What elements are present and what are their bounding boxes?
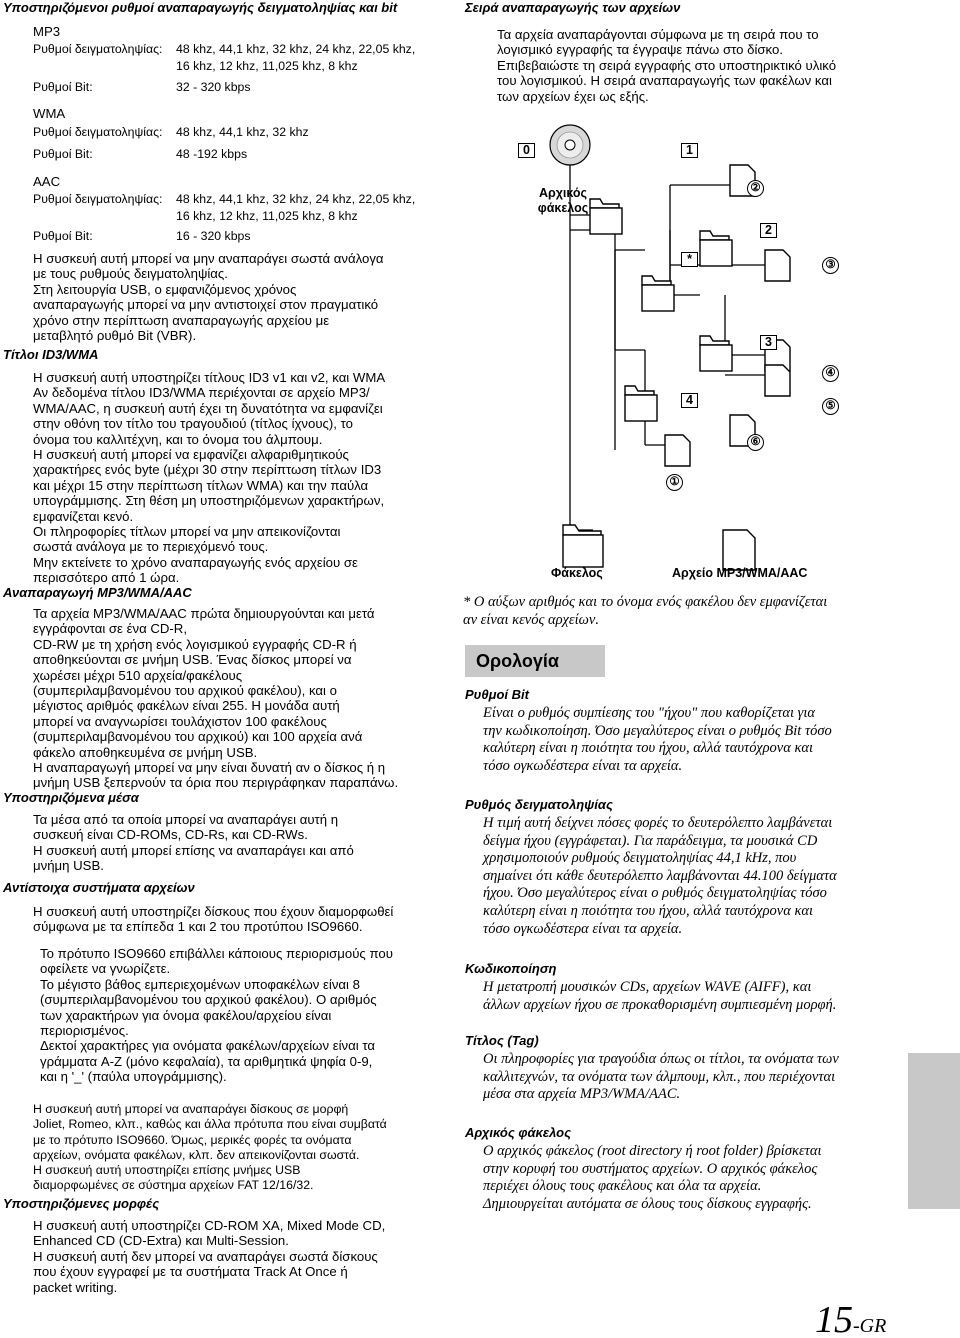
- section-header-sampling: Υποστηριζόμενοι ρυθμοί αναπαραγωγής δειγματοληψίας και bit: [3, 0, 398, 15]
- glossary-def-bitrate: Είναι ο ρυθμός συμπίεσης του "ήχου" που καθορίζεται για την κωδικοποίηση. Όσο μεγαλύτερος είναι ο ρυθμός Bit τόσο καλύτερη είναι η ποιότητα του ήχου, αλλά ταυτόχρονα και τόσο ογκωδέστερα είναι τα αρχεία.: [483, 705, 832, 774]
- glossary-def-samplerate: Η τιμή αυτή δείχνει πόσες φορές το δευτερόλεπτο λαμβάνεται δείγμα ήχου (εγγράφεται). Για παράδειγμα, τα μουσικά CD χρησιμοποιούν ρυθμούς δειγματοληψίας 44,1 kHz, που σημαίνει ότι κάθε δευτερόλεπτο λαμβάνονται 44.100 δείγματα ήχου. Όσο μεγαλύτερος είναι ο ρυθμός δειγματοληψίας τόσο καλύτερη είναι η ποιότητα του ήχου, αλλά ταυτόχρονα και τόσο ογκωδέστερα είναι τα αρχεία.: [483, 815, 837, 937]
- legend-file-label: Αρχείο MP3/WMA/AAC: [672, 566, 808, 580]
- glossary-title: Ορολογία: [465, 645, 605, 677]
- page-number: [815, 1300, 886, 1338]
- file-badge-5: ⑤: [822, 398, 839, 415]
- fs-iso-notes: Το πρότυπο ISO9660 επιβάλλει κάποιους περιορισμούς που οφείλετε να γνωρίζετε. Το μέγιστο βάθος εμπεριεχομένων υποφακέλων είναι 8 (συμπεριλαμβανομένου του αρχικού φακέλου). Ο αριθμός των χαρακτήρων για όνομα φακέλου/αρχείου είναι περιορισμένος. Δεκτοί χαρακτήρες για ονόματα φακέλων/αρχείων είναι τα γράμματα A-Z (μόνο κεφαλαία), τα αριθμητικά ψηφία 0-9, και η '_' (παύλα υπογράμμισης).: [40, 946, 393, 1085]
- section-header-id3: Τίτλοι ID3/WMA: [3, 347, 99, 362]
- page-number-digits: 15: [815, 1299, 853, 1338]
- glossary-term-bitrate: Ρυθμοί Bit: [465, 687, 529, 702]
- page-number-suffix: -GR: [853, 1315, 887, 1337]
- format-name-wma: WMA: [33, 106, 66, 121]
- aac-sr-label: Ρυθμοί δειγματοληψίας:: [33, 192, 163, 206]
- section-header-playback: Αναπαραγωγή MP3/WMA/AAC: [3, 585, 192, 600]
- folder-badge-1: 1: [681, 143, 698, 158]
- section-header-filesystems: Αντίστοιχα συστήματα αρχείων: [3, 880, 195, 895]
- legend-folder-label: Φάκελος: [551, 566, 603, 580]
- wma-sr-line1: 48 khz, 44,1 khz, 32 khz: [176, 125, 309, 139]
- format-name-aac: AAC: [33, 174, 61, 189]
- file-badge-4: ④: [822, 365, 839, 382]
- glossary-term-encoding: Κωδικοποίηση: [465, 961, 557, 976]
- folder-badge-star: *: [681, 252, 698, 267]
- glossary-def-tag: Οι πληροφορίες για τραγούδια όπως οι τίτλοι, τα ονόματα των καλλιτεχνών, τα ονόματα των άλμπουμ, κλπ., που περιέχονται μέσα στα αρχεία MP3/WMA/AAC.: [483, 1051, 839, 1103]
- folder-badge-2: 2: [760, 223, 777, 238]
- aac-bit-label: Ρυθμοί Bit:: [33, 229, 93, 243]
- vbr-note: Η συσκευή αυτή μπορεί να μην αναπαράγει σωστά ανάλογα με τους ρυθμούς δειγματοληψίας. Στη λειτουργία USB, ο εμφανιζόμενος χρόνος αναπαραγωγής μπορεί να μην αντιστοιχεί στον πραγματικό χρόνο στην περίπτωση αναπαραγωγής αρχείου με μεταβλητό ρυθμό Bit (VBR).: [33, 251, 384, 344]
- section-header-order: Σειρά αναπαραγωγής των αρχείων: [465, 0, 681, 15]
- file-badge-2: ②: [747, 180, 764, 197]
- format-name-mp3: MP3: [33, 24, 61, 39]
- side-tab-marker: [908, 1053, 960, 1209]
- glossary-term-root: Αρχικός φάκελος: [465, 1125, 572, 1140]
- glossary-term-samplerate: Ρυθμός δειγματοληψίας: [465, 797, 613, 812]
- root-folder-label: Αρχικός φάκελος: [537, 186, 589, 216]
- mp3-bit-label: Ρυθμοί Bit:: [33, 80, 93, 94]
- file-badge-1: ①: [666, 474, 683, 491]
- file-badge-3: ③: [822, 257, 839, 274]
- folder-badge-0: 0: [518, 143, 535, 158]
- cd-icon: [550, 125, 590, 165]
- id3-body: Η συσκευή αυτή υποστηρίζει τίτλους ID3 v1 και v2, και WMA Αν δεδομένα τίτλου ID3/WMA περιέχονται σε αρχείο MP3/ WMA/AAC, η συσκευή αυτή έχει τη δυνατότητα να εμφανίζει στην οθόνη τον τίτλο του τραγουδιού (τίτλος ίχνους), το όνομα του καλλιτέχνη, και το όνομα του άλμπουμ. Η συσκευή αυτή μπορεί να εμφανίζει αλφαριθμητικούς χαρακτήρες ενός byte (μέχρι 30 στην περίπτωση τίτλων ID3 και μέχρι 15 στην περίπτωση τίτλων WMA) και την παύλα υπογράμμισης. Στη θέση μη υποστηριζόμενων χαρακτήρων, εμφανίζεται κενό. Οι πληροφορίες τίτλων μπορεί να μην απεικονίζονται σωστά ανάλογα με το περιεχόμενό τους. Μην εκτείνετε το χρόνο αναπαραγωγής ενός αρχείου σε περισσότερο από 1 ώρα.: [33, 370, 386, 586]
- aac-bit-value: 16 - 320 kbps: [176, 229, 251, 243]
- section-header-formats: Υποστηριζόμενες μορφές: [3, 1196, 160, 1211]
- aac-sr-line2: 16 khz, 12 khz, 11,025 khz, 8 khz: [176, 209, 358, 223]
- media-body: Τα μέσα από τα οποία μπορεί να αναπαράγει αυτή η συσκευή είναι CD-ROMs, CD-Rs, και CD-RWs. Η συσκευή αυτή μπορεί επίσης να αναπαράγει και από μνήμη USB.: [33, 812, 354, 874]
- mp3-sr-line1: 48 khz, 44,1 khz, 32 khz, 24 khz, 22,05 khz,: [176, 42, 416, 56]
- glossary-def-encoding: Η μετατροπή μουσικών CDs, αρχείων WAVE (AIFF), και άλλων αρχείων ήχου σε προκαθορισμένη συμπιεσμένη μορφή.: [483, 979, 837, 1013]
- wma-bit-value: 48 -192 kbps: [176, 147, 248, 161]
- file-badge-6: ⑥: [747, 434, 764, 451]
- glossary-term-tag: Τίτλος (Tag): [465, 1033, 539, 1048]
- playback-body: Τα αρχεία MP3/WMA/AAC πρώτα δημιουργούνται και μετά εγγράφονται σε ένα CD-R, CD-RW με τη χρήση ενός λογισμικού εγγραφής CD-R ή αποθηκεύονται σε μνήμη USB. Ένας δίσκος μπορεί να χωρέσει μέχρι 510 αρχεία/φακέλους (συμπεριλαμβανομένου του αρχικού φακέλου), και ο μέγιστος αριθμός φακέλων είναι 255. Η μονάδα αυτή μπορεί να αναγνωρίσει τουλάχιστον 100 φακέλους (συμπεριλαμβανομένου του αρχικού) και 100 αρχεία ανά φάκελο αποθηκευμένα σε μνήμη USB. Η αναπαραγωγή μπορεί να μην είναι δυνατή αν ο δίσκος ή η μνήμη USB ξεπερνούν τα όρια που περιγράφηκαν παραπάνω.: [33, 606, 399, 791]
- section-header-media: Υποστηριζόμενα μέσα: [3, 790, 139, 805]
- folder-badge-4: 4: [681, 393, 698, 408]
- fs-body-2: Η συσκευή αυτή μπορεί να αναπαράγει δίσκους σε μορφή Joliet, Romeo, κλπ., καθώς και άλλα πρότυπα που είναι συμβατά με το πρότυπο ISO9660. Όμως, μερικές φορές τα ονόματα αρχείων, ονόματα φακέλων, κλπ. δεν απεικονίζονται σωστά. Η συσκευή αυτή υποστηρίζει επίσης μνήμες USB διαμορφωμένες σε σύστημα αρχείων FAT 12/16/32.: [33, 1102, 387, 1193]
- aac-sr-line1: 48 khz, 44,1 khz, 32 khz, 24 khz, 22,05 khz,: [176, 192, 416, 206]
- glossary-def-root: Ο αρχικός φάκελος (root directory ή root folder) βρίσκεται στην κορυφή του συστήματος αρχείων. Ο αρχικός φάκελος περιέχει όλους τους φακέλους και όλα τα αρχεία. Δημιουργείται αυτόματα σε όλους τους δίσκους εγγραφής.: [483, 1143, 822, 1212]
- fs-body: Η συσκευή αυτή υποστηρίζει δίσκους που έχουν διαμορφωθεί σύμφωνα με τα επίπεδα 1 και 2 του προτύπου ISO9660.: [33, 904, 394, 935]
- folder-badge-3: 3: [760, 335, 777, 350]
- mp3-bit-value: 32 - 320 kbps: [176, 80, 251, 94]
- mp3-sr-line2: 16 khz, 12 khz, 11,025 khz, 8 khz: [176, 59, 358, 73]
- order-body: Τα αρχεία αναπαράγονται σύμφωνα με τη σειρά που το λογισμικό εγγραφής τα έγγραψε πάνω στο δίσκο. Επιβεβαιώστε τη σειρά εγγραφής στο υποστηρικτικό υλικό του λογισμικού. Η σειρά αναπαραγωγής των φακέλων και των αρχείων έχει ως εξής.: [497, 27, 837, 104]
- diagram-footnote: * Ο αύξων αριθμός και το όνομα ενός φακέλου δεν εμφανίζεται αν είναι κενός αρχείων.: [463, 594, 828, 628]
- wma-bit-label: Ρυθμοί Bit:: [33, 147, 93, 161]
- wma-sr-label: Ρυθμοί δειγματοληψίας:: [33, 125, 163, 139]
- mp3-sr-label: Ρυθμοί δειγματοληψίας:: [33, 42, 163, 56]
- formats-body: Η συσκευή αυτή υποστηρίζει CD-ROM XA, Mixed Mode CD, Enhanced CD (CD-Extra) και Multi-Session. Η συσκευή αυτή δεν μπορεί να αναπαράγει σωστά δίσκους που έχουν εγγραφεί με τα συστήματα Track At Once ή packet writing.: [33, 1218, 386, 1295]
